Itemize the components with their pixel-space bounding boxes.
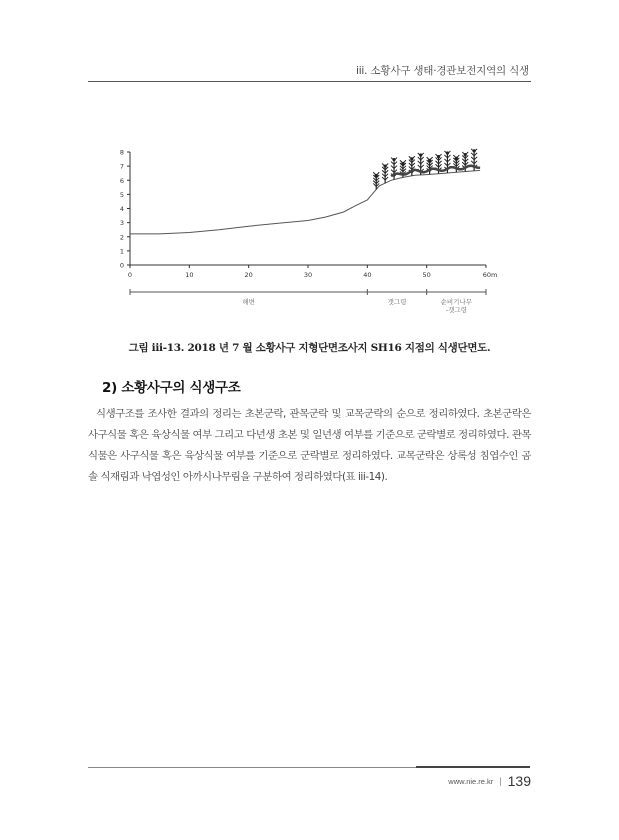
section-heading: 2) 소황사구의 식생구조: [102, 380, 241, 396]
x-tick-label: 60m: [482, 271, 498, 279]
y-tick-label: 3: [119, 219, 124, 228]
x-tick-label: 30: [303, 271, 313, 279]
figure-caption: 그림 iii-13. 2018 년 7 월 소황사구 지형단면조사지 SH16 지점의 식생단면도.: [128, 342, 491, 354]
y-tick-label: 2: [119, 233, 124, 242]
x-tick-label: 0: [127, 271, 133, 279]
plant-top: [455, 157, 458, 160]
plant-top: [473, 149, 476, 152]
footer-separator: |: [499, 776, 502, 786]
plant-top: [464, 153, 467, 156]
y-tick-label: 8: [119, 148, 124, 157]
y-tick-label: 7: [119, 162, 124, 171]
page-number: 139: [507, 773, 531, 789]
y-tick-label: 0: [119, 261, 124, 270]
zone-label: -갯그령: [445, 306, 467, 314]
plant-top: [446, 151, 449, 154]
zone-bar: [130, 289, 486, 314]
x-tick-label: 40: [363, 271, 372, 279]
plant-symbol: [382, 163, 388, 183]
vegetation-symbols: [373, 149, 480, 190]
y-tick-label: 4: [119, 205, 124, 213]
body-paragraph: 식생구조를 조사한 결과의 정리는 초본군락, 관목군락 및 교목군락의 순으로 정리하였다. 초본군락은 사구식물 혹은 육상식물 여부 그리고 다년생 초본 및 일년생 여부를 기준으로 군락별로 정리하였다. 관목식물은 사구식물 혹은 육상식물 여부를 기준으로 군락별로 정리하였다. 교목군락은 상록성 침엽수인 곰솔 식재림과 낙엽성인 아까시나무림을 구분하여 정리하였다(표 iii-14).: [88, 408, 531, 483]
footer-url: www.nie.re.kr: [448, 776, 494, 786]
plant-top: [392, 158, 395, 161]
plant-top: [384, 164, 387, 167]
y-tick-label: 6: [119, 176, 124, 185]
ground-profile-line: [130, 170, 480, 234]
header-rule: [88, 81, 531, 82]
plant-top: [375, 174, 378, 177]
footer: [448, 773, 531, 789]
y-tick-label: 5: [119, 190, 124, 199]
x-tick-label: 20: [244, 271, 253, 279]
plant-top: [401, 162, 404, 165]
footer-rule: [88, 767, 416, 768]
x-axis-ticks: [128, 265, 497, 279]
vegetation-profile-chart: [100, 140, 520, 330]
zone-label: 해변: [242, 298, 255, 306]
running-header: iii. 소황사구 생태·경관보전지역의 식생: [356, 65, 529, 77]
plant-top: [428, 159, 431, 162]
plant-top: [410, 157, 413, 160]
plant-top: [419, 153, 422, 156]
x-tick-label: 10: [185, 271, 194, 279]
plant-top: [437, 155, 440, 158]
y-tick-label: 1: [119, 247, 124, 256]
x-tick-label: 50: [422, 271, 431, 279]
footer-rule-accent: [416, 766, 530, 768]
zone-label: 순비기나무: [440, 298, 473, 306]
zone-label: 갯그령: [387, 298, 407, 306]
y-axis-ticks: [120, 149, 130, 270]
